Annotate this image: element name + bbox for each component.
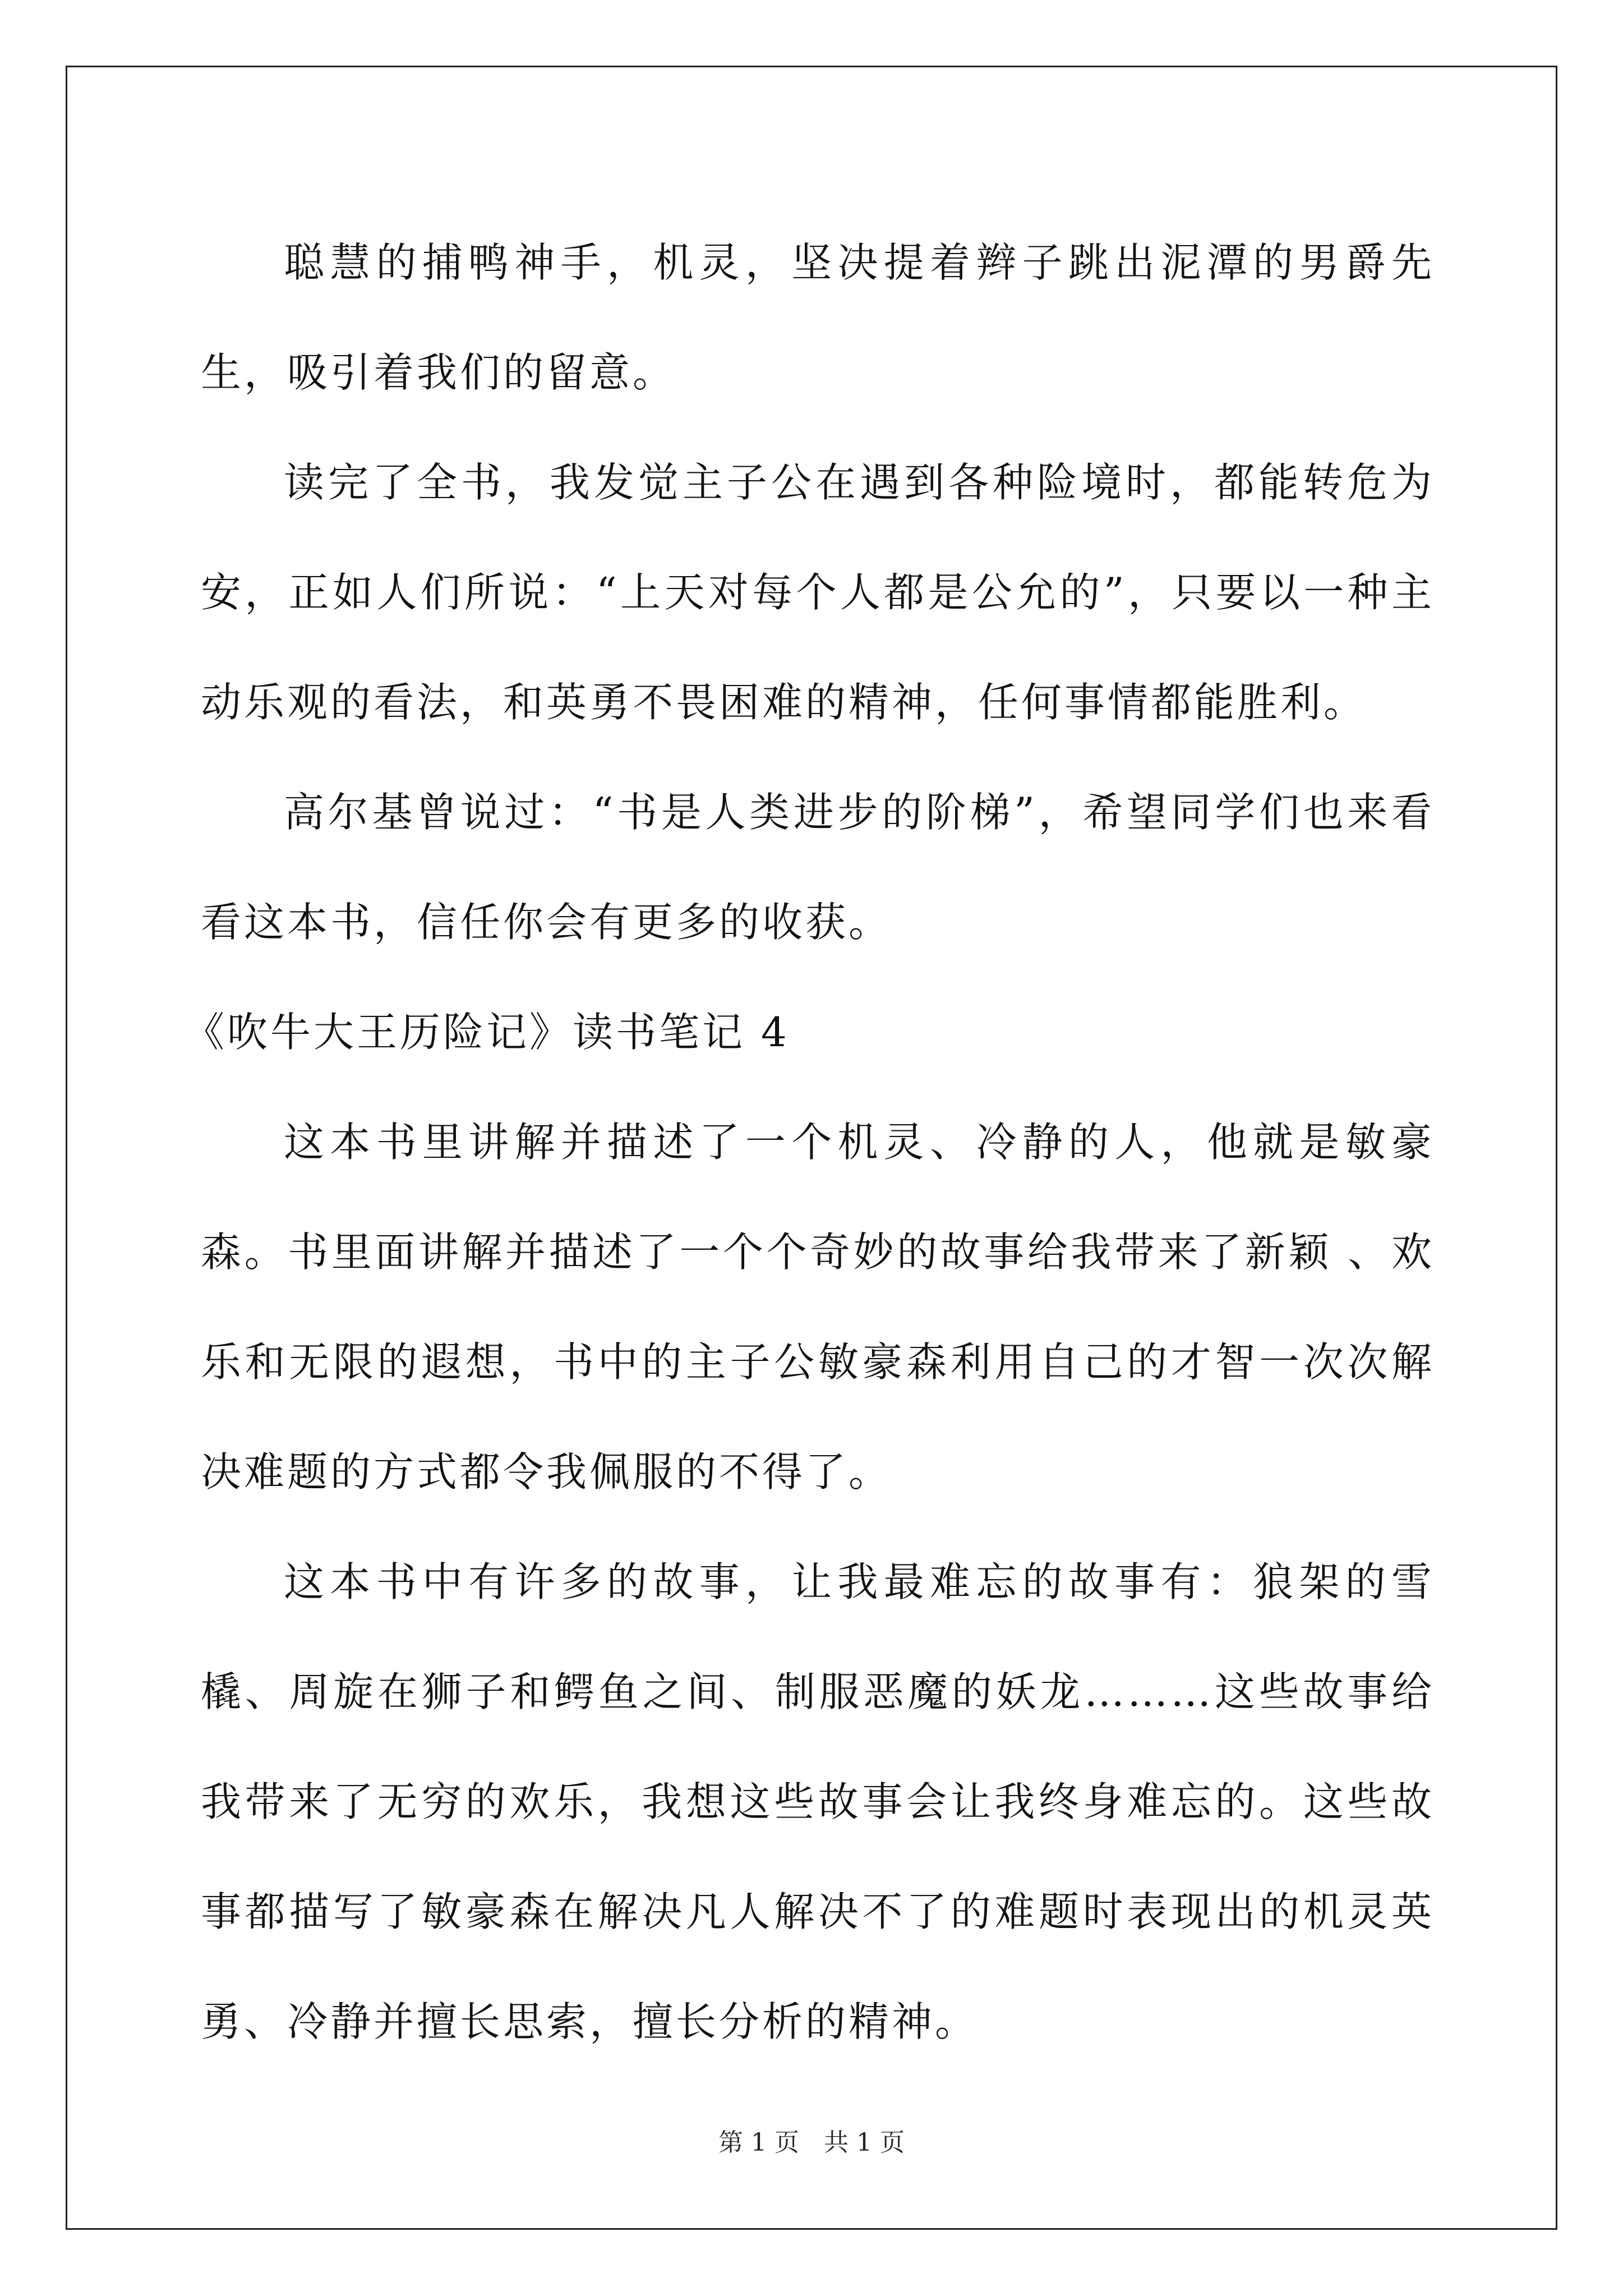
document-body bbox=[184, 208, 1435, 2077]
page-footer bbox=[0, 2126, 1623, 2160]
section-heading: 《吹牛大王历险记》读书笔记 4 bbox=[184, 1009, 790, 1056]
paragraph-1: 聪慧的捕鸭神手，机灵，坚决提着辫子跳出泥潭的男爵先生，吸引着我们的留意。 bbox=[201, 239, 1435, 396]
paragraph-2: 读完了全书，我发觉主子公在遇到各种险境时，都能转危为安，正如人们所说：“上天对每个人都是公允的”，只要以一种主动乐观的看法，和英勇不畏困难的精神，任何事情都能胜利。 bbox=[201, 459, 1435, 726]
paragraph-4: 这本书里讲解并描述了一个机灵、冷静的人，他就是敏豪森。书里面讲解并描述了一个个奇妙的故事给我带来了新颖 、欢乐和无限的遐想，书中的主子公敏豪森利用自己的才智一次次解决难题的方式都令我佩服的不得了。 bbox=[201, 1119, 1435, 1496]
page-number-label: 第 1 页 共 1 页 bbox=[718, 2128, 905, 2157]
paragraph-3: 高尔基曾说过：“书是人类进步的阶梯”，希望同学们也来看看这本书，信任你会有更多的收获。 bbox=[201, 789, 1435, 946]
paragraph-5: 这本书中有许多的故事，让我最难忘的故事有：狼架的雪橇、周旋在狮子和鳄鱼之间、制服恶魔的妖龙………这些故事给我带来了无穷的欢乐，我想这些故事会让我终身难忘的。这些故事都描写了敏豪森在解决凡人解决不了的难题时表现出的机灵英勇、冷静并擅长思索，擅长分析的精神。 bbox=[201, 1558, 1435, 2045]
